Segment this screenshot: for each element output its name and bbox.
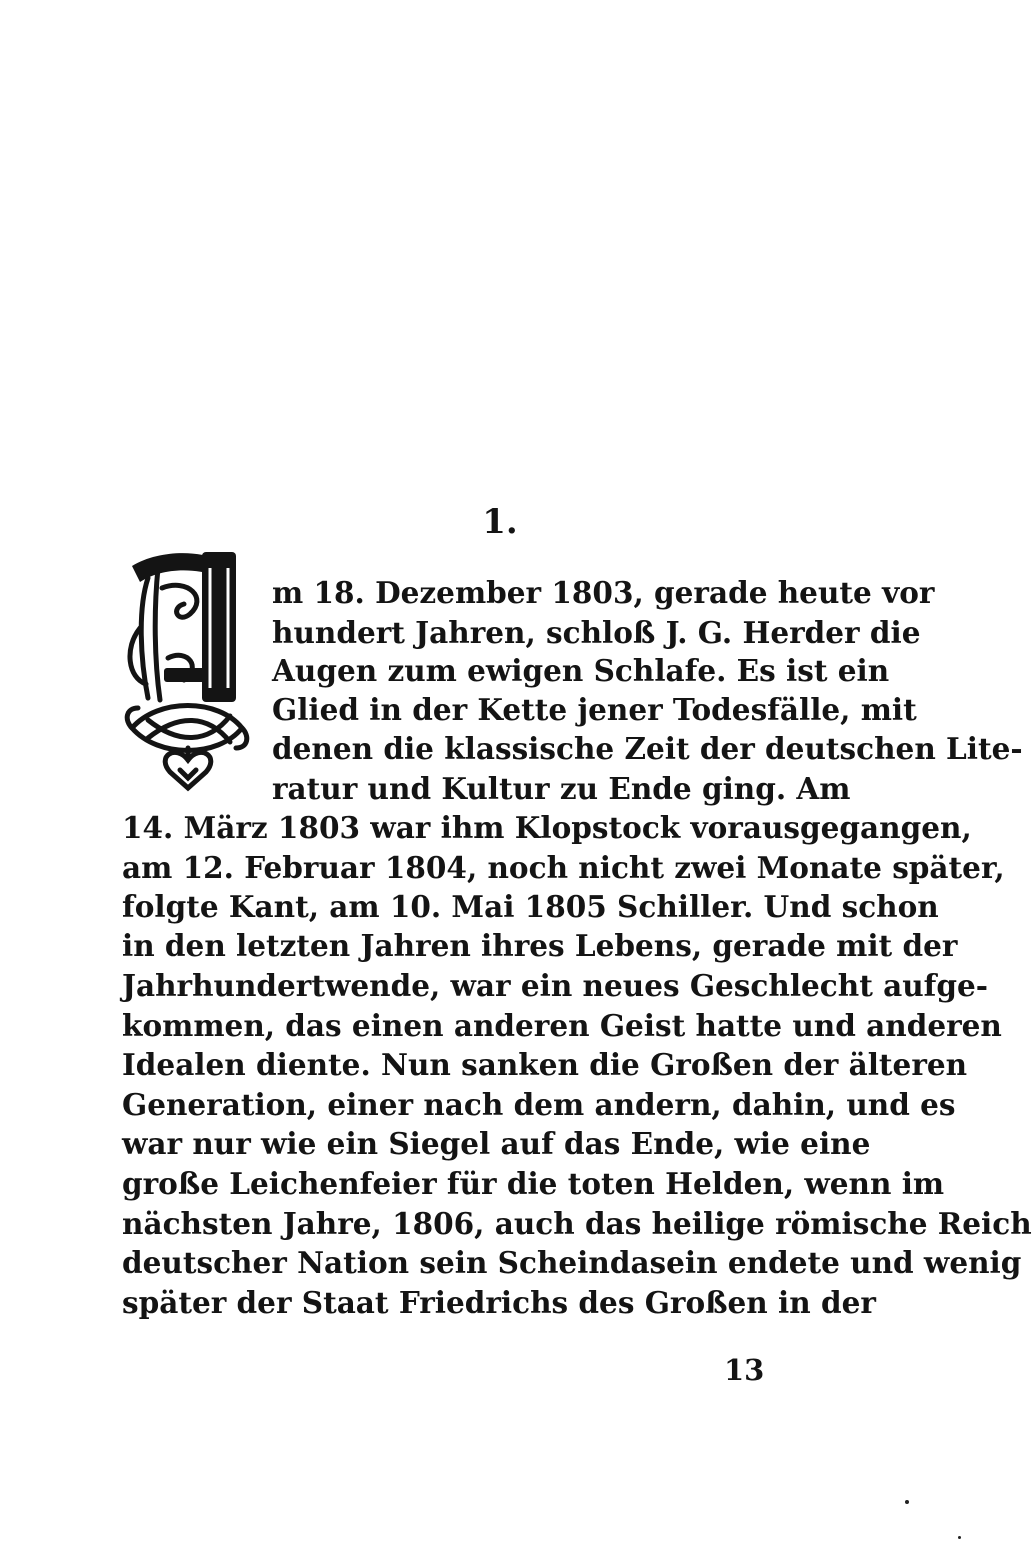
text-line: Augen zum ewigen Schlafe. Es ist ein — [272, 653, 890, 688]
text-line: war nur wie ein Siegel auf das Ende, wie eine — [122, 1126, 871, 1161]
text-line: am 12. Februar 1804, noch nicht zwei Monate später, — [122, 850, 1005, 885]
scan-speck — [958, 1536, 961, 1539]
text-line: deutscher Nation sein Scheindasein endete und wenig — [122, 1245, 1022, 1280]
text-line: m 18. Dezember 1803, gerade heute vor — [272, 575, 935, 610]
text-line: Jahrhundertwende, war ein neues Geschlecht aufge- — [122, 968, 989, 1003]
text-line: Glied in der Kette jener Todesfälle, mit — [272, 692, 917, 727]
text-line: Generation, einer nach dem andern, dahin, und es — [122, 1087, 956, 1122]
text-line: 14. März 1803 war ihm Klopstock vorausgegangen, — [122, 810, 972, 845]
text-line: ratur und Kultur zu Ende ging. Am — [272, 771, 851, 806]
text-line: hundert Jahren, schloß J. G. Herder die — [272, 615, 921, 650]
text-line: große Leichenfeier für die toten Helden, wenn im — [122, 1166, 945, 1201]
text-line: denen die klassische Zeit der deutschen Lite- — [272, 731, 1023, 766]
chapter-number: 1. — [482, 502, 518, 542]
text-line: nächsten Jahre, 1806, auch das heilige römische Reich — [122, 1206, 1032, 1241]
page-number: 13 — [724, 1353, 765, 1387]
scan-speck — [905, 1500, 909, 1504]
text-line: kommen, das einen anderen Geist hatte und anderen — [122, 1008, 1002, 1043]
text-line: in den letzten Jahren ihres Lebens, gerade mit der — [122, 928, 958, 963]
ornamental-initial-icon — [118, 548, 256, 806]
text-line: Idealen diente. Nun sanken die Großen der älteren — [122, 1047, 968, 1082]
text-line: später der Staat Friedrichs des Großen in der — [122, 1285, 876, 1320]
text-line: folgte Kant, am 10. Mai 1805 Schiller. Und schon — [122, 889, 939, 924]
